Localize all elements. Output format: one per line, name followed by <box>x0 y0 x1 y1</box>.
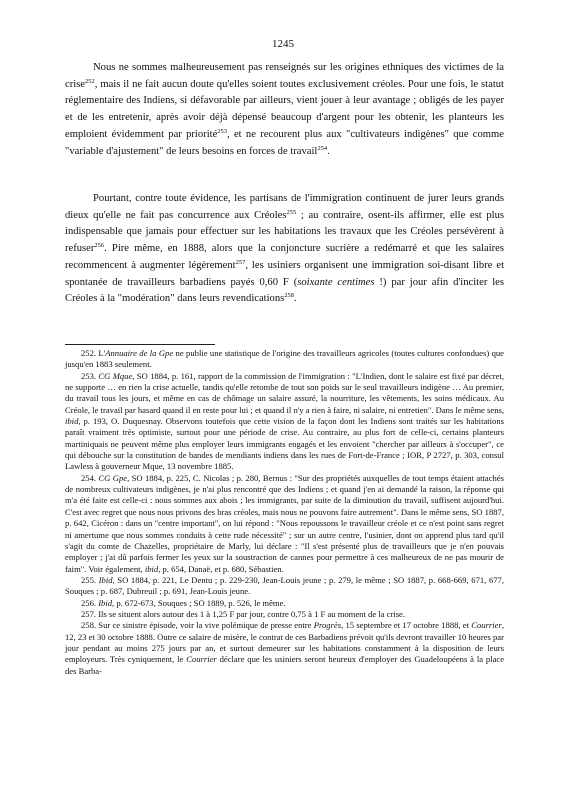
footnote-252 <box>65 348 504 371</box>
footnote-text: 257. Ils se situent alors autour des 1 à 1,25 F par jour, contre 0,75 à 1 F au moment de la crise. <box>81 608 405 619</box>
paragraph-2-italic: soixante centimes <box>297 276 375 288</box>
footnote-256 <box>65 598 504 609</box>
footnote-text: 253. <box>81 370 99 381</box>
footnote-italic: Ibid <box>98 574 113 585</box>
footnote-text: , SO 1884, p. 221, Le Dentu ; p. 229-230, Jean-Louis jeune ; p. 279, le même ; SO 1887, p. 668-669, 671, 677, Souques ; p. 687, Dubreuil ; p. 691, Jean-Louis jeune. <box>65 574 504 597</box>
paragraph-2-text-2: ; au contraire, osent-ils affirmer, elle est plus indispensable que jamais pour effectuer sur les habitations les travaux que les Créoles persévèrent à refuser <box>65 209 504 255</box>
footnote-ref-255[interactable]: 255 <box>286 208 297 216</box>
footnote-text: , SO 1884, p. 225, C. Nicolas ; p. 280, Bernus : "Sur des propriétés auxquelles de tout temps étaient attachés de nombreux cultivateurs indigènes, je n'ai plus rencontré que des Indiens ; et quand j'en ai demandé la raison, la réponse qui m'a été faite est celle-ci : nous sommes aux abois ; les immigrants, par suite de la diminution du travail, suffisent aujourd'hui. C'est avec regret que nous nous privons des bras créoles, mais nous ne pouvons faire autrement". Dans le même sens, SO 1887, p. 642, Cicéron : dans un "centre important", on lui répond : "Nous repoussons le travailleur créole et ce n'est point sans regret ni amertume que nous sommes conduits à cette rude nécessité" ; sur un autre centre, l'usinier, dont on apprend plus tard qu'il s'agit du comte de Chazelles, propriétaire de Marly, lui déclare : "Il s'est présenté plus de travailleurs que je n'en pouvais employer ; j'ai dû parfois fermer les yeux sur la soustraction de cannes pour permettre à ces malheureux de ne pas mourir de faim". Voir également, <box>65 472 504 574</box>
footnote-italic: ibid <box>65 416 79 427</box>
footnote-ref-257[interactable]: 257 <box>235 258 246 266</box>
footnote-text: déclare que les usiniers seront heureux d'employer des Guadeloupéens à la place des Barba- <box>65 654 505 676</box>
footnote-italic: Courrier <box>471 620 502 631</box>
footnote-ref-258[interactable]: 258 <box>284 292 295 300</box>
paragraph-1-text-3: , et ne recourent plus aux "cultivateurs indigènes" que comme "variable d'ajustement" de leurs besoins en forces de travail <box>65 128 504 157</box>
page-number: 1245 <box>272 38 294 50</box>
paragraph-2-text-5: !) par jour afin d'inciter les Créoles à la "modération" dans leurs revendications <box>65 276 505 305</box>
footnote-separator <box>65 344 215 345</box>
footnote-text: 255. <box>81 574 99 585</box>
footnote-italic: CG Gpe <box>98 472 128 483</box>
footnote-258 <box>65 620 504 677</box>
footnote-text: , p. 672-673, Souques ; SO 1889, p. 526, le même. <box>112 597 286 608</box>
paragraph-2-text-4: , les usiniers organisent une immigration soi-disant libre et spontanée de travailleurs barbadiens payés 0,60 F ( <box>65 259 505 288</box>
footnote-text: , p. 193, O. Duquesnay. Observons toutefois que cette vision de la façon dont les Indiens sont traités sur les habitations paraît vraiment très optimiste, surtout pour une période de crise. Au contraire, au plus fort de celle-ci, certains planteurs martiniquais ne peuvent même plus employer leurs immigrants engagés et les envoient "chercher par ailleurs à s'occuper", ce qui débouche sur la constitution de bandes de mendiants indiens dans les rues de Fort-de-France ; IOR, P 2727, p. 303, consul Lawless à gouverneur Mque, 13 novembre 1885. <box>65 416 504 472</box>
footnote-text: 258. Sur ce sinistre épisode, voir la vive polémique de presse entre <box>81 620 314 631</box>
paragraph-1 <box>65 60 504 160</box>
footnote-italic: Ibid <box>98 597 113 608</box>
footnote-text: 256. <box>81 597 99 608</box>
footnote-255 <box>65 575 504 598</box>
footnotes <box>65 348 504 677</box>
footnote-ref-254[interactable]: 254 <box>317 144 328 152</box>
paragraph-2 <box>65 191 504 308</box>
footnote-ref-253[interactable]: 253 <box>217 127 228 135</box>
footnote-italic: CG Mque <box>98 370 133 381</box>
footnote-text: , p. 654, Danaë, et p. 680, Sébastien. <box>158 563 284 574</box>
footnote-text: 252. L' <box>81 348 106 358</box>
footnote-ref-256[interactable]: 256 <box>94 242 105 250</box>
paragraph-2-text-3: . Pire même, en 1888, alors que la conjoncture sucrière a redémarré et que les salaires recommencent à augmenter légèrement <box>65 243 504 271</box>
footnote-italic: Progrès <box>313 620 342 631</box>
footnote-text: , SO 1884, p. 161, rapport de la commission de l'immigration : "L'Indien, dont le salaire est fixé par décret, ne supporte … en rien la crise actuelle, tandis qu'elle retombe de tout son poids sur le seul travailleurs indigène … Au premier, du travail tous les jours, et même en cas de chômage un salaire assuré, la nourriture, les vêtements, les soins médicaux. Au Créole, le travail par hasard quand il en reste pour lui ; et quand il n'y a rien à faire, ni salaire, ni entretien". Dans le même sens, <box>65 370 505 415</box>
paragraph-2-text-1: Pourtant, contre toute évidence, les partisans de l'immigration continuent de jurer leurs grands dieux qu'elle ne fait pas concurrence aux Créoles <box>65 193 504 221</box>
footnote-253 <box>65 371 504 473</box>
footnote-text: 254. <box>81 472 99 483</box>
footnote-text: , 12, 23 et 30 octobre 1888. Outre ce salaire de misère, le contrat de ces Barbadiens prévoit qu'ils devront travailler 10 heures par jour pendant au moins 275 jours par an, et surtout demeurer sur les habitations constamment à la disposition de leurs employeurs. Très cyniquement, le <box>65 620 504 665</box>
footnote-254 <box>65 473 504 575</box>
footnote-ref-252[interactable]: 252 <box>85 77 95 85</box>
footnote-italic: ibid <box>144 563 159 574</box>
footnote-italic: Annuaire de la Gpe <box>105 348 174 358</box>
footnote-text: ne publie une statistique de l'origine des travailleurs agricoles (toutes cultures confondues) que jusqu'en 1883 seulement. <box>65 348 504 370</box>
paragraph-1-text-2: , mais il ne fait aucun doute qu'elles soient toutes exclusivement créoles. Pour une fois, le statut réglementaire des Indiens, si défavorable par ailleurs, vient jouer à leur avantage ; obligés de les payer et de les entretenir, après avoir déjà dépensé beaucoup d'argent pour les obtenir, les planteurs les emploient évidemment par priorité <box>65 78 504 140</box>
paragraph-1-text-4: . <box>327 145 330 157</box>
paragraph-1-text-1: Nous ne sommes malheureusement pas renseignés sur les origines ethniques des victimes de la crise <box>65 62 504 90</box>
footnote-text: , 15 septembre et 17 octobre 1888, et <box>341 620 472 631</box>
paragraph-2-text-6: . <box>294 293 297 305</box>
footnote-257 <box>65 609 504 620</box>
footnote-italic: Courrier <box>186 654 217 665</box>
